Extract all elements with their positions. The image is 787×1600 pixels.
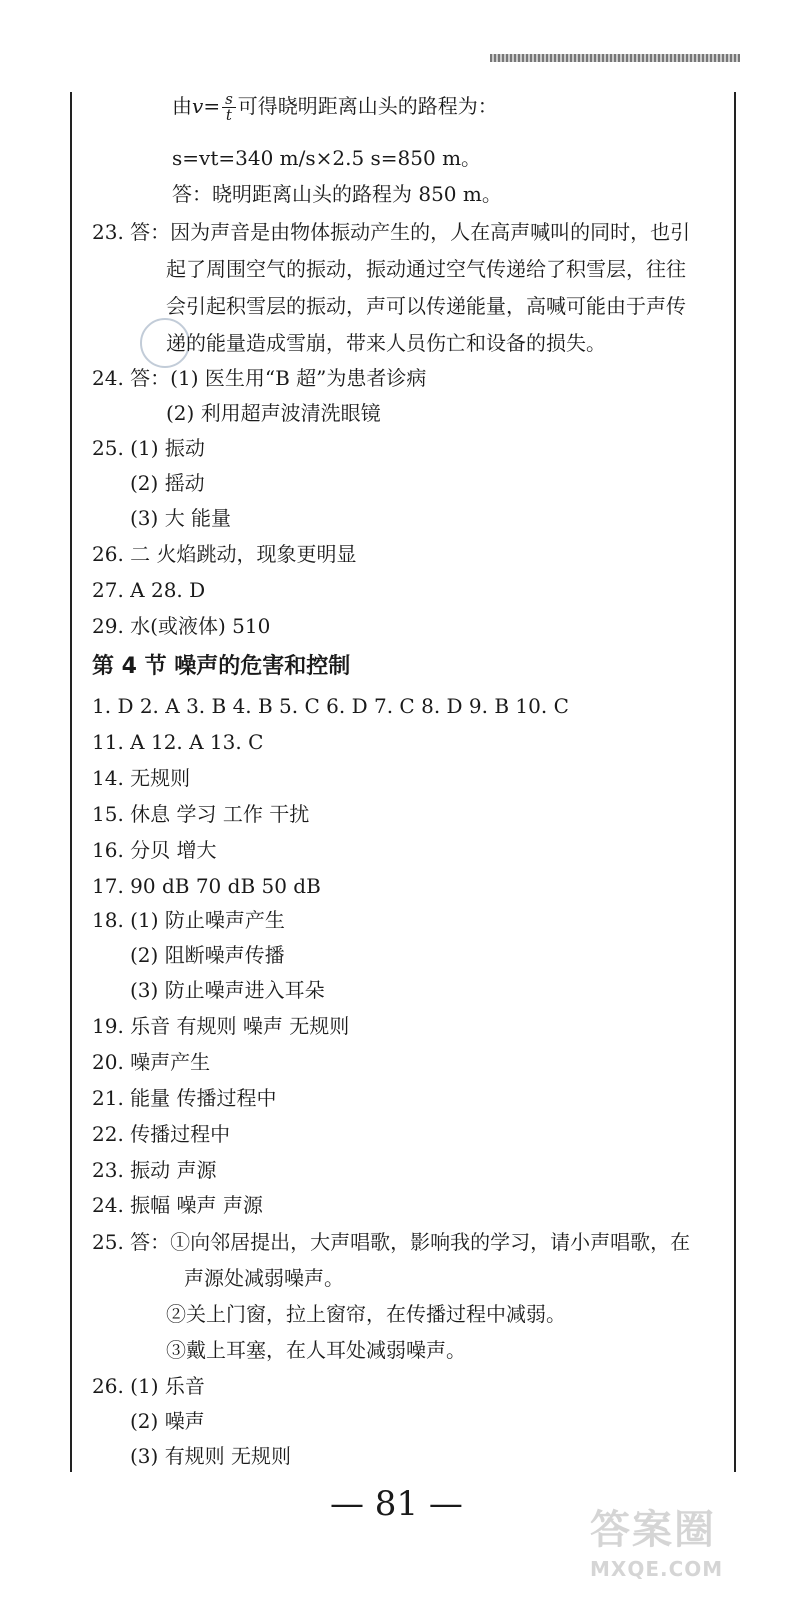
text-line: 23. 答：因为声音是由物体振动产生的，人在高声喊叫的同时，也引 — [92, 220, 691, 244]
text-line: 23. 振动 声源 — [92, 1158, 217, 1182]
text-line: 声源处减弱噪声。 — [184, 1266, 344, 1290]
text-line: (2) 阻断噪声传播 — [130, 943, 285, 967]
top-decorative-band — [490, 54, 740, 62]
text-line: 29. 水(或液体) 510 — [92, 614, 271, 638]
text-line: (3) 防止噪声进入耳朵 — [130, 978, 325, 1002]
watermark-logo: 答案圈 MXQE.COM — [590, 1507, 724, 1581]
text-line: 14. 无规则 — [92, 766, 191, 790]
text-line: 24. 振幅 噪声 声源 — [92, 1193, 263, 1217]
text-line: 25. (1) 振动 — [92, 436, 205, 460]
text-line: (3) 大 能量 — [130, 506, 232, 530]
text-line: 21. 能量 传播过程中 — [92, 1086, 277, 1110]
text-line: 19. 乐音 有规则 噪声 无规则 — [92, 1014, 350, 1038]
page-number: — 81 — — [330, 1484, 463, 1524]
text-line: 24. 答：(1) 医生用“B 超”为患者诊病 — [92, 366, 427, 390]
text-line: ②关上门窗，拉上窗帘，在传播过程中减弱。 — [166, 1302, 566, 1326]
text-line: 会引起积雪层的振动，声可以传递能量，高喊可能由于声传 — [166, 294, 686, 318]
text-line: 11. A 12. A 13. C — [92, 730, 264, 754]
left-margin-rule — [70, 92, 72, 1472]
text-line: 18. (1) 防止噪声产生 — [92, 908, 285, 932]
text-line: 递的能量造成雪崩，带来人员伤亡和设备的损失。 — [166, 331, 606, 355]
text-line: (2) 利用超声波清洗眼镜 — [166, 401, 381, 425]
right-margin-rule — [734, 92, 736, 1472]
text-line: 17. 90 dB 70 dB 50 dB — [92, 874, 321, 898]
text-line: 20. 噪声产生 — [92, 1050, 211, 1074]
section-heading: 第 4 节 噪声的危害和控制 — [92, 654, 351, 679]
text-line: 27. A 28. D — [92, 578, 206, 602]
text-line: 22. 传播过程中 — [92, 1122, 231, 1146]
text-line: 起了周围空气的振动，振动通过空气传递给了积雪层，往往 — [166, 257, 686, 281]
text-line: 15. 休息 学习 工作 干扰 — [92, 802, 310, 826]
text-line: (3) 有规则 无规则 — [130, 1444, 292, 1468]
text-line: 1. D 2. A 3. B 4. B 5. C 6. D 7. C 8. D 9. B 10. C — [92, 694, 569, 718]
text-line: 26. (1) 乐音 — [92, 1374, 205, 1398]
text-line: 答：晓明距离山头的路程为 850 m。 — [172, 182, 502, 206]
text-line: 26. 二 火焰跳动，现象更明显 — [92, 542, 357, 566]
text-line: (2) 摇动 — [130, 471, 205, 495]
text-line: 25. 答：①向邻居提出，大声唱歌，影响我的学习，请小声唱歌，在 — [92, 1230, 691, 1254]
formula-line: 由v= $\frac{s}{t}$ 可得晓明距离山头的路程为： — [172, 90, 498, 124]
text-line: s=vt=340 m/s×2.5 s=850 m。 — [172, 146, 482, 170]
fraction: $\frac{s}{t}$ — [222, 92, 236, 123]
text-line: (2) 噪声 — [130, 1409, 205, 1433]
text-line: 16. 分贝 增大 — [92, 838, 217, 862]
text-line: ③戴上耳塞，在人耳处减弱噪声。 — [166, 1338, 466, 1362]
